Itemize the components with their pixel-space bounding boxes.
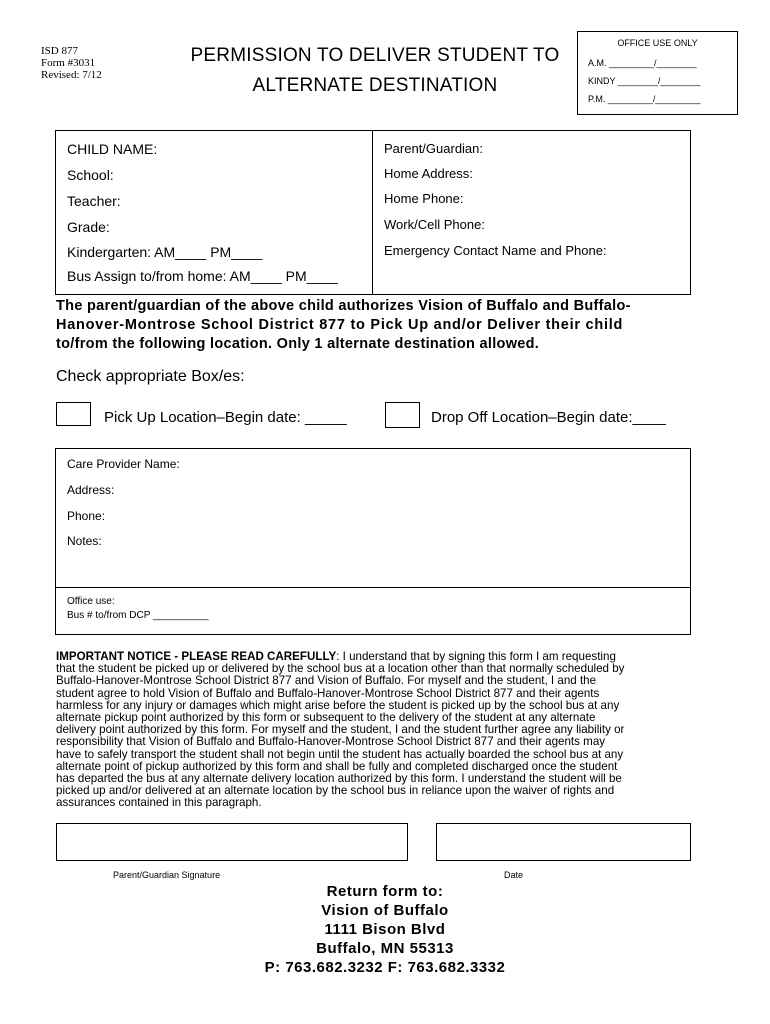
authorization-line-2: Hanover-Montrose School District 877 to Pick Up and/or Deliver their child (56, 317, 624, 333)
office-pm-line: P.M. _________/_________ (588, 94, 701, 104)
home-phone-field[interactable]: Home Phone: (384, 191, 464, 206)
form-meta (41, 45, 102, 81)
pickup-checkbox[interactable] (56, 402, 91, 426)
care-provider-divider (55, 587, 691, 588)
office-am-line: A.M. _________/________ (588, 58, 697, 68)
office-use-box (577, 31, 738, 115)
revision-date: Revised: 7/12 (41, 69, 102, 81)
bus-dcp-line[interactable]: Bus # to/from DCP __________ (67, 610, 209, 621)
notice-line: assurances contained in this paragraph. (56, 796, 262, 810)
care-provider-box (55, 448, 691, 635)
office-use-heading: OFFICE USE ONLY (617, 38, 698, 48)
notice-heading: IMPORTANT NOTICE - PLEASE READ CAREFULLY (56, 650, 337, 663)
office-use-label: Office use: (67, 596, 115, 607)
date-box[interactable] (436, 823, 691, 861)
school-field[interactable]: School: (67, 167, 114, 183)
return-city: Buffalo, MN 55313 (316, 940, 454, 957)
important-notice (56, 651, 716, 810)
care-provider-address-field[interactable]: Address: (67, 483, 115, 497)
title-line-2: ALTERNATE DESTINATION (252, 75, 498, 96)
notice-line: picked up and/or delivered at an alternate location by the school bus in reliance upon the waiver of rights and (56, 784, 615, 798)
teacher-field[interactable]: Teacher: (67, 193, 121, 209)
page-title (185, 41, 565, 101)
notice-line: have to safely transport the student shall not begin until the student has actually boarded the school bus at any (56, 747, 624, 761)
notice-line: responsibility that Vision of Buffalo and Buffalo-Hanover-Montrose School District 877 and their agents may (56, 735, 606, 749)
signature-label: Parent/Guardian Signature (113, 870, 221, 880)
notice-line: delivery point authorized by this form. For myself and the student, I and the student further agree any liability or (56, 723, 625, 737)
return-phone-fax: P: 763.682.3232 F: 763.682.3332 (264, 959, 506, 976)
notice-line: student agree to hold Vision of Buffalo and Buffalo-Hanover-Montrose School District 877 and their agents (56, 686, 600, 700)
office-kindy-line: KINDY ________/________ (588, 76, 701, 86)
grade-field[interactable]: Grade: (67, 219, 110, 235)
dropoff-label: Drop Off Location–Begin date:____ (431, 409, 666, 426)
bus-assign-field[interactable]: Bus Assign to/from home: AM____ PM____ (67, 268, 338, 284)
pickup-label: Pick Up Location–Begin date: _____ (104, 409, 347, 426)
child-name-field[interactable]: CHILD NAME: (67, 141, 158, 157)
authorization-line-3: to/from the following location. Only 1 alternate destination allowed. (56, 336, 540, 352)
notice-line: alternate pickup point authorized by this form or subsequent to the delivery of the student at any alternate (56, 711, 596, 725)
care-provider-phone-field[interactable]: Phone: (67, 509, 106, 523)
signature-box[interactable] (56, 823, 408, 861)
kindergarten-field[interactable]: Kindergarten: AM____ PM____ (67, 244, 263, 260)
notice-line-1-text: : I understand that by signing this form I am requesting (336, 650, 616, 663)
home-address-field[interactable]: Home Address: (384, 166, 473, 181)
notice-line: has departed the bus at any alternate delivery location authorized by this form. I understand the student will be (56, 772, 622, 786)
return-org: Vision of Buffalo (321, 902, 449, 919)
care-provider-name-field[interactable]: Care Provider Name: (67, 457, 180, 471)
student-info-divider (372, 130, 373, 295)
dropoff-checkbox[interactable] (385, 402, 420, 428)
parent-guardian-field[interactable]: Parent/Guardian: (384, 141, 484, 156)
title-line-1: PERMISSION TO DELIVER STUDENT TO (190, 45, 560, 66)
district-label: ISD 877 (41, 45, 78, 57)
authorization-text (56, 297, 696, 354)
return-address (200, 882, 570, 977)
form-number: Form #3031 (41, 57, 96, 69)
return-street: 1111 Bison Blvd (324, 921, 446, 938)
date-label: Date (504, 870, 524, 880)
work-cell-phone-field[interactable]: Work/Cell Phone: (384, 217, 485, 232)
return-heading: Return form to: (326, 883, 444, 900)
notice-line: harmless for any injury or damages which might arise before the student is picked up by the school bus at any (56, 698, 620, 712)
check-boxes-heading: Check appropriate Box/es: (56, 368, 245, 385)
care-provider-notes-field[interactable]: Notes: (67, 534, 102, 548)
authorization-line-1: The parent/guardian of the above child authorizes Vision of Buffalo and Buffalo- (56, 298, 631, 314)
notice-line: that the student be picked up or delivered by the school bus at a location other than that normally scheduled by (56, 662, 625, 676)
emergency-contact-field[interactable]: Emergency Contact Name and Phone: (384, 243, 607, 258)
notice-line: Buffalo-Hanover-Montrose School District 877 and Vision of Buffalo. For myself and the student, I and the (56, 674, 597, 688)
notice-line: alternate point of pickup authorized by this form and shall be fully and completed discharged once the student (56, 759, 618, 773)
